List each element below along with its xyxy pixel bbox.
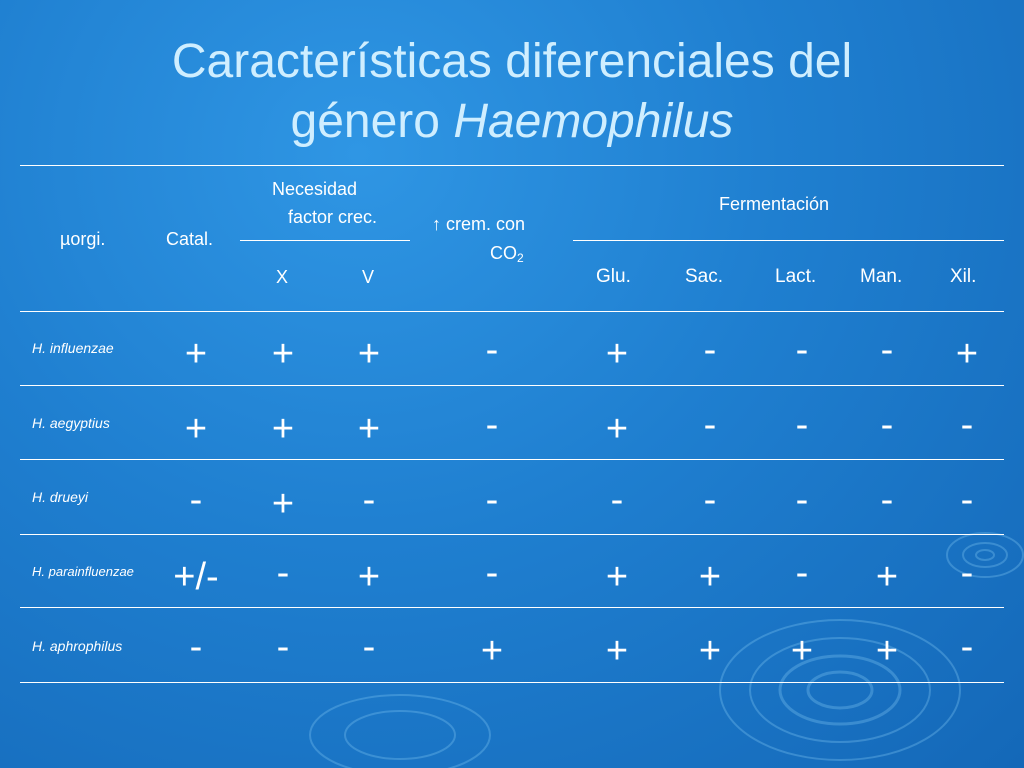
cell-glu: + bbox=[605, 408, 629, 450]
header-factor-x: X bbox=[276, 267, 289, 287]
row-rule-1 bbox=[20, 385, 1004, 386]
cell-factor-x: + bbox=[271, 408, 295, 450]
cell-co2: - bbox=[485, 329, 499, 371]
header-fermentation: Fermentación bbox=[719, 194, 830, 214]
row-label: H. aphrophilus bbox=[32, 638, 123, 654]
title-line-2-italic: Haemophilus bbox=[453, 95, 734, 148]
cell-catalase: + bbox=[184, 333, 208, 375]
row-rule-3 bbox=[20, 534, 1004, 535]
cell-man: + bbox=[875, 556, 899, 598]
row-label: H. aegyptius bbox=[32, 415, 110, 431]
header-glu: Glu. bbox=[596, 266, 631, 287]
table-bottom-rule bbox=[20, 682, 1004, 683]
row-rule-2 bbox=[20, 459, 1004, 460]
cell-xil: - bbox=[960, 479, 974, 521]
cell-man: - bbox=[880, 479, 894, 521]
header-factor-line2: factor crec. bbox=[288, 207, 378, 227]
row-label: H. parainfluenzae bbox=[32, 564, 134, 579]
cell-co2: - bbox=[485, 479, 499, 521]
cell-lact: - bbox=[795, 479, 809, 521]
cell-catalase: +/- bbox=[173, 556, 219, 598]
cell-xil: + bbox=[955, 333, 979, 375]
cell-factor-v: + bbox=[357, 408, 381, 450]
slide-title bbox=[0, 32, 1024, 152]
header-co2-subscript: 2 bbox=[517, 251, 524, 265]
cell-factor-x: - bbox=[276, 552, 290, 594]
cell-lact: - bbox=[795, 404, 809, 446]
cell-man: + bbox=[875, 630, 899, 672]
header-lact: Lact. bbox=[775, 266, 817, 287]
cell-glu: - bbox=[610, 479, 624, 521]
header-bottom-rule bbox=[20, 311, 1004, 312]
cell-catalase: - bbox=[189, 479, 203, 521]
header-sac: Sac. bbox=[685, 266, 724, 287]
row-rule-4 bbox=[20, 607, 1004, 608]
cell-catalase: - bbox=[189, 626, 203, 668]
cell-glu: + bbox=[605, 630, 629, 672]
table-top-rule bbox=[20, 165, 1004, 166]
cell-co2: - bbox=[485, 404, 499, 446]
cell-catalase: + bbox=[184, 408, 208, 450]
header-xil: Xil. bbox=[950, 266, 977, 287]
cell-sac: - bbox=[703, 329, 717, 371]
cell-glu: + bbox=[605, 333, 629, 375]
fermentation-group-rule bbox=[573, 240, 1004, 241]
header-catalase: Catal. bbox=[166, 229, 214, 249]
cell-factor-v: - bbox=[362, 479, 376, 521]
cell-man: - bbox=[880, 404, 894, 446]
cell-sac: - bbox=[703, 479, 717, 521]
row-label: H. influenzae bbox=[32, 340, 114, 356]
cell-factor-v: + bbox=[357, 556, 381, 598]
factor-group-rule bbox=[240, 240, 410, 241]
cell-lact: - bbox=[795, 329, 809, 371]
cell-sac: + bbox=[698, 556, 722, 598]
cell-co2: + bbox=[480, 630, 504, 672]
cell-lact: - bbox=[795, 552, 809, 594]
cell-xil: - bbox=[960, 404, 974, 446]
header-factor-v: V bbox=[362, 267, 375, 287]
cell-sac: + bbox=[698, 630, 722, 672]
cell-factor-v: + bbox=[357, 333, 381, 375]
header-co2-base: CO bbox=[490, 243, 517, 263]
title-line-2-plain: género bbox=[290, 95, 454, 148]
cell-factor-v: - bbox=[362, 626, 376, 668]
cell-xil: - bbox=[960, 626, 974, 668]
header-co2-line2 bbox=[490, 243, 524, 265]
cell-sac: - bbox=[703, 404, 717, 446]
cell-factor-x: - bbox=[276, 626, 290, 668]
cell-factor-x: + bbox=[271, 483, 295, 525]
row-label: H. drueyi bbox=[32, 489, 89, 505]
cell-lact: + bbox=[790, 630, 814, 672]
header-co2-line1: ↑ crem. con bbox=[432, 214, 526, 234]
cell-co2: - bbox=[485, 552, 499, 594]
header-microorganism: µorgi. bbox=[60, 229, 106, 249]
title-line-1: Características diferenciales del bbox=[171, 35, 853, 88]
cell-xil: - bbox=[960, 552, 974, 594]
cell-man: - bbox=[880, 329, 894, 371]
cell-glu: + bbox=[605, 556, 629, 598]
header-man: Man. bbox=[860, 266, 903, 287]
cell-factor-x: + bbox=[271, 333, 295, 375]
header-factor-line1: Necesidad bbox=[272, 179, 358, 199]
